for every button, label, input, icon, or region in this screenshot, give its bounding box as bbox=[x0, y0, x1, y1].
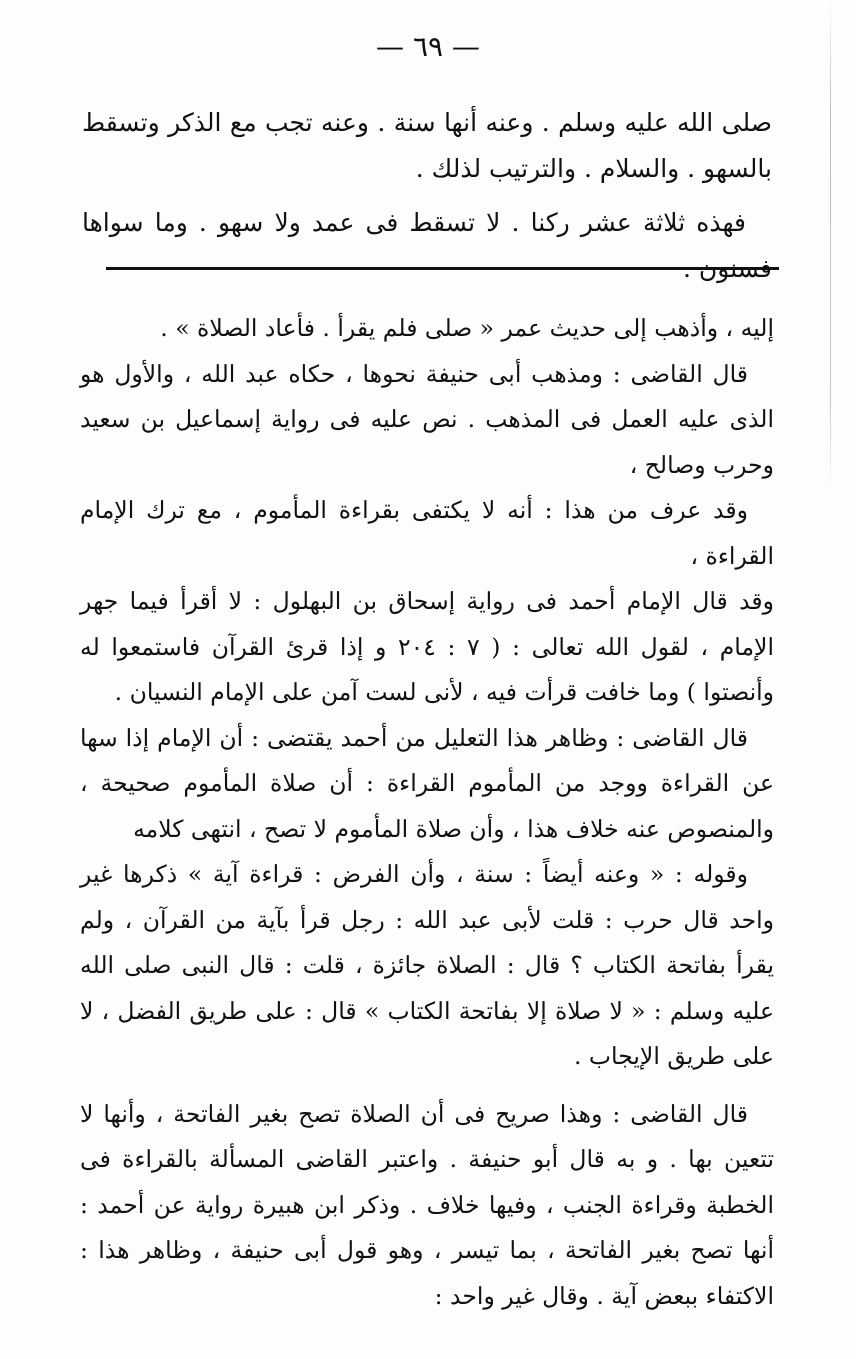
footnotes-block bbox=[80, 306, 774, 1319]
footnote-paragraph: وقد قال الإمام أحمد فى رواية إسحاق بن البهلول : لا أقرأ فيما جهر الإمام ، لقول الله تعالى : ( ٧ : ٢٠٤ و إذا قرئ القرآن فاستمعوا له وأنصتوا ) وما خافت قرأت فيه ، لأنى لست آمن على الإمام النسيان . bbox=[80, 587, 774, 706]
main-paragraph: صلى الله عليه وسلم . وعنه أنها سنة . وعنه تجب مع الذكر وتسقط بالسهو . والسلام . والترتيب لذلك . bbox=[82, 108, 772, 183]
footnote-paragraph: قال القاضى : وظاهر هذا التعليل من أحمد يقتضى : أن الإمام إذا سها عن القراءة ووجد من المأموم القراءة : أن صلاة المأموم صحيحة ، والمنصوص عنه خلاف هذا ، وأن صلاة المأموم لا تصح ، انتهى كلامه bbox=[80, 723, 774, 843]
footnote-separator bbox=[106, 267, 779, 270]
page-edge-line bbox=[830, 0, 831, 1359]
main-paragraph: فهذه ثلاثة عشر ركنا . لا تسقط فى عمد ولا سهو . وما سواها فسنون . bbox=[82, 208, 772, 283]
footnote-paragraph: وقوله : « وعنه أيضاً : سنة ، وأن الفرض : قراءة آية » ذكرها غير واحد قال حرب : قلت لأبى عبد الله : رجل قرأ بآية من القرآن ، ولم يقرأ بفاتحة الكتاب ؟ قال : الصلاة جائزة ، قلت : قال النبى صلى الله عليه وسلم : « لا صلاة إلا بفاتحة الكتاب » قال : على طريق الفضل ، لا على طريق الإيجاب . bbox=[80, 860, 774, 1070]
footnote-paragraph: قال القاضى : وهذا صريح فى أن الصلاة تصح بغير الفاتحة ، وأنها لا تتعين بها . و به قال أبو حنيفة . واعتبر القاضى المسألة بالقراءة فى الخطبة وقراءة الجنب ، وفيها خلاف . وذكر ابن هبيرة رواية عن أحمد : أنها تصح بغير الفاتحة ، بما تيسر ، وهو قول أبى حنيفة ، وظاهر هذا : الاكتفاء ببعض آية . وقال غير واحد : bbox=[80, 1099, 774, 1310]
main-text-block bbox=[82, 100, 772, 292]
page-number: — ٦٩ — bbox=[376, 30, 480, 63]
footnote-paragraph: إليه ، وأذهب إلى حديث عمر « صلى فلم يقرأ . فأعاد الصلاة » . bbox=[160, 314, 774, 342]
footnote-paragraph: قال القاضى : ومذهب أبى حنيفة نحوها ، حكاه عبد الله ، والأول هو الذى عليه العمل فى المذهب . نص عليه فى رواية إسماعيل بن سعيد وحرب وصالح ، bbox=[80, 359, 774, 479]
footnote-paragraph: وقد عرف من هذا : أنه لا يكتفى بقراءة المأموم ، مع ترك الإمام القراءة ، bbox=[80, 496, 774, 570]
